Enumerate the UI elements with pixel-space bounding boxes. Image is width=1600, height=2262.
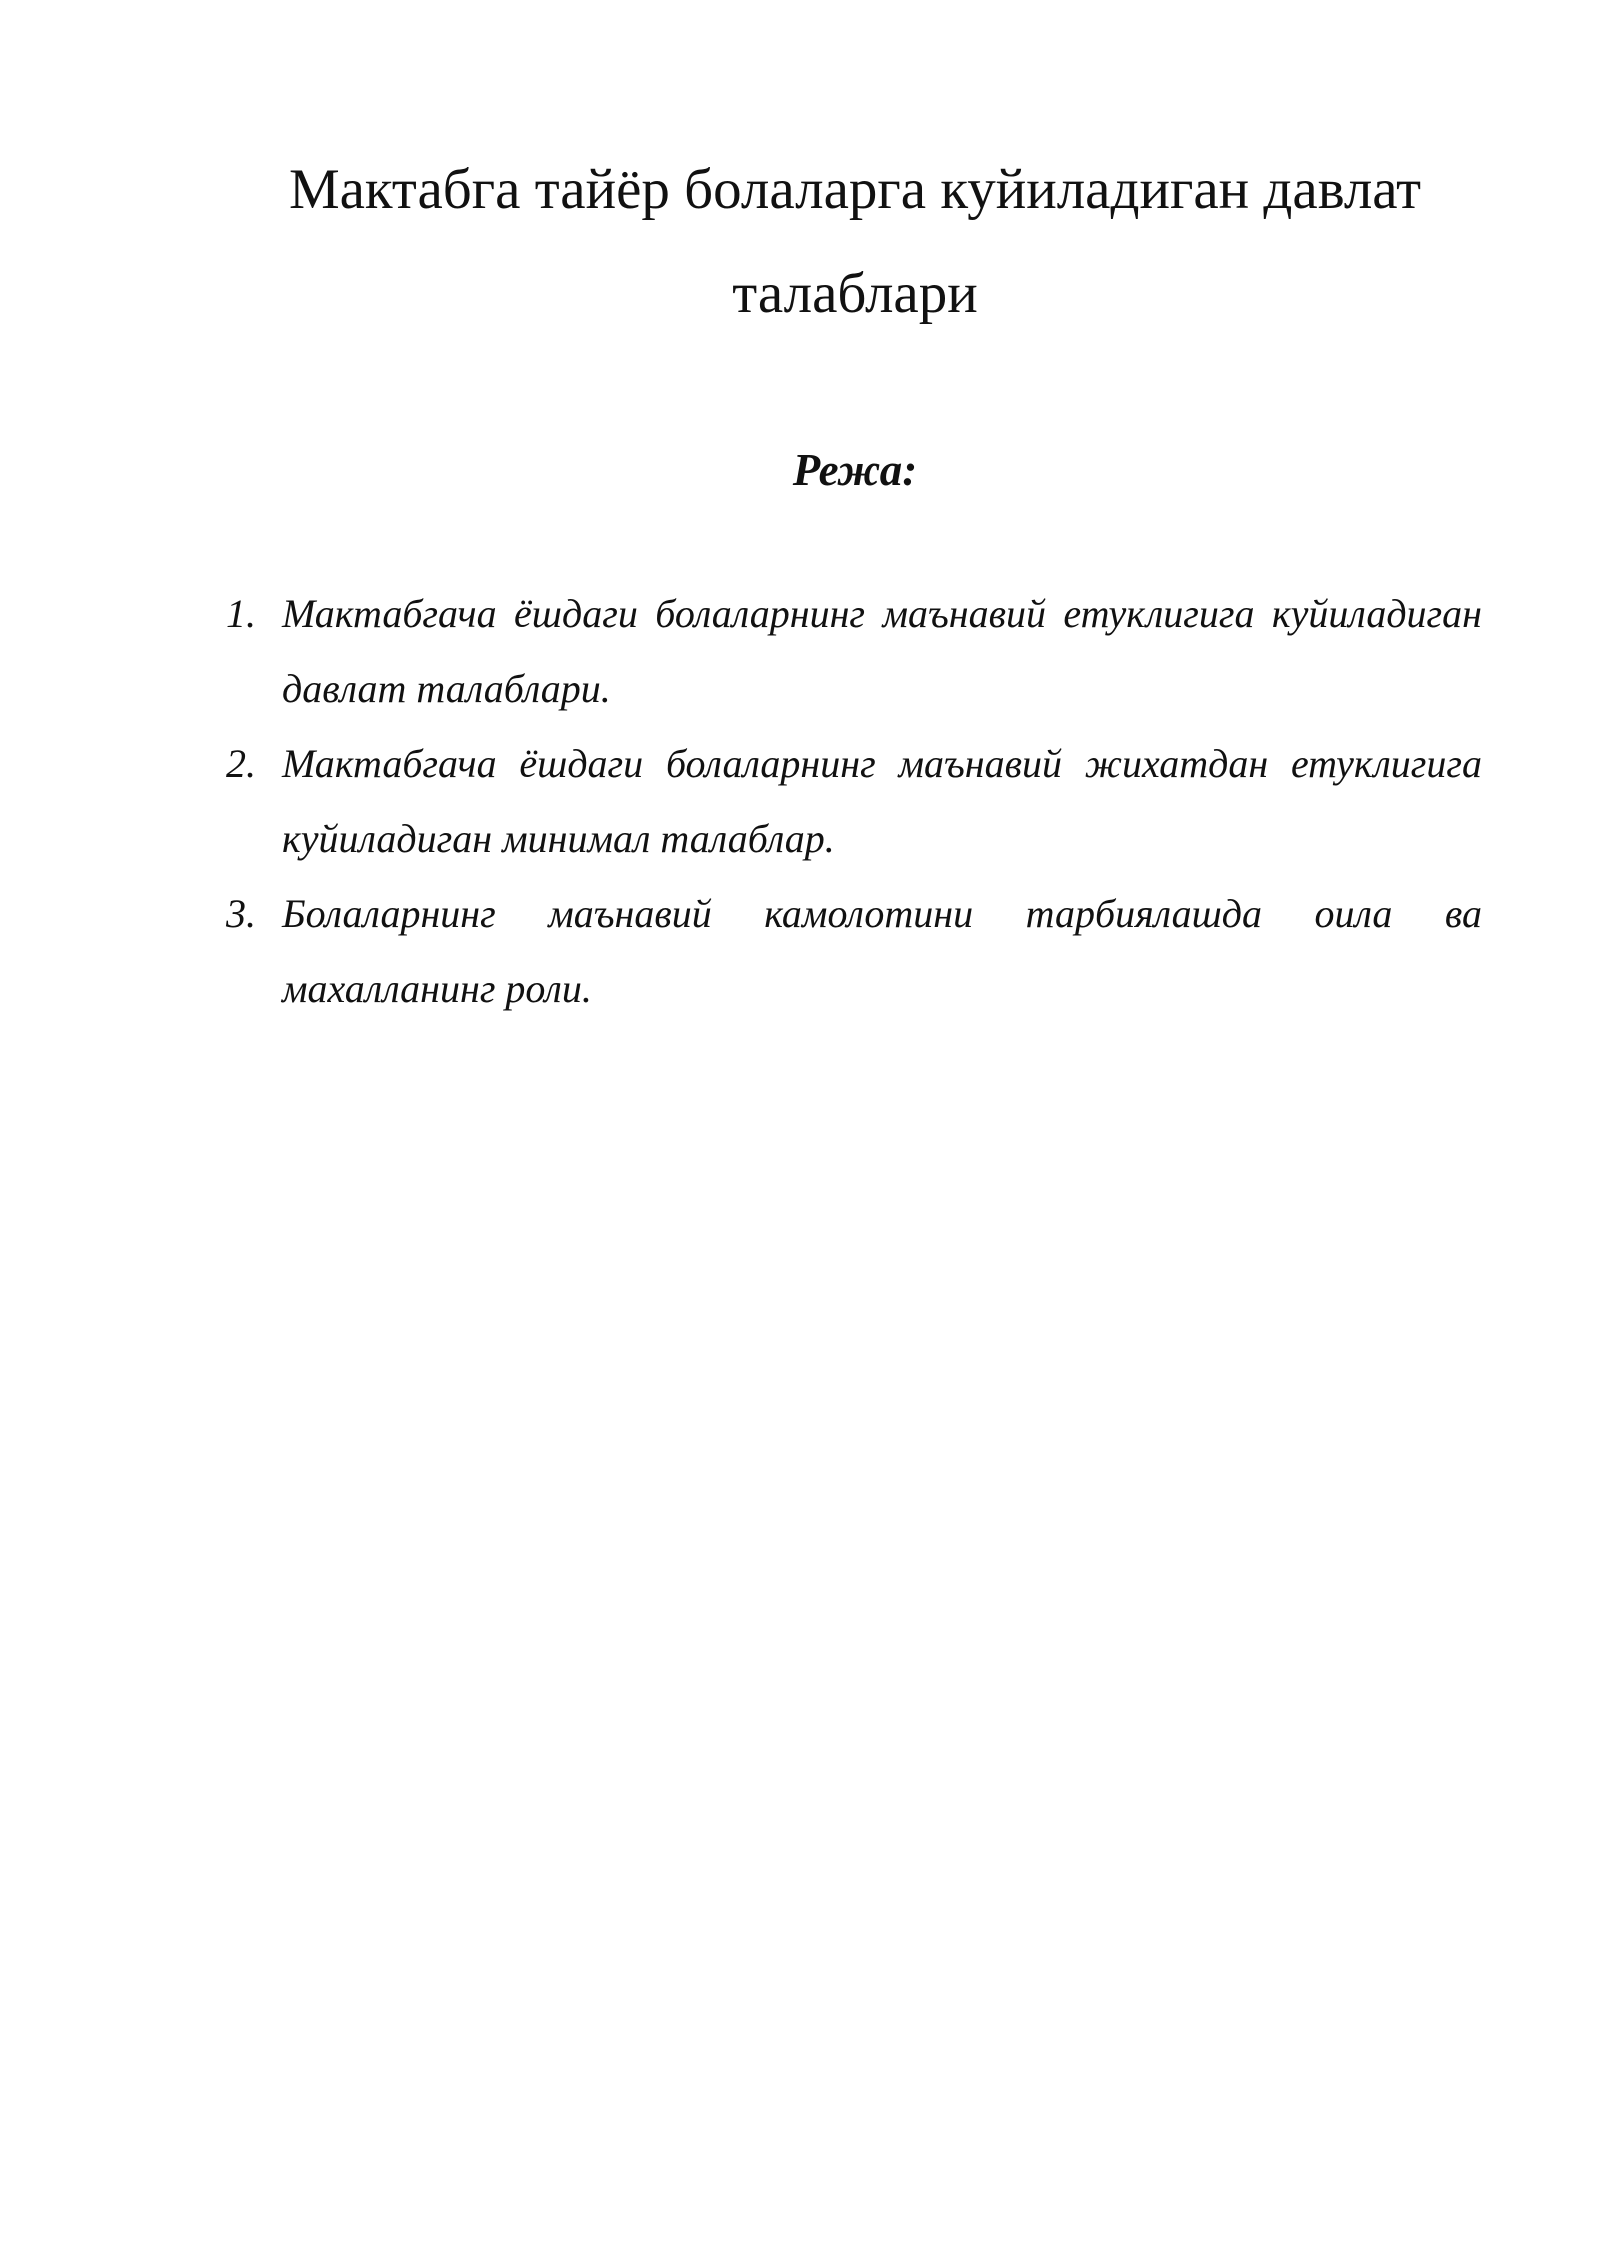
- plan-list: [226, 576, 1482, 1026]
- list-item-number: 1.: [226, 591, 256, 636]
- list-item-text: Мактабгача ёшдаги болаларнинг маънавий жихатдан етуклигига куйиладиган минимал талаблар.: [282, 741, 1482, 861]
- list-item: [226, 726, 1482, 876]
- list-item-text: Мактабгача ёшдаги болаларнинг маънавий етуклигига куйиладиган давлат талаблари.: [282, 591, 1482, 711]
- document-title: Мактабга тайёр болаларга куйиладиган давлат талаблари: [288, 158, 1422, 325]
- list-item-text: Болаларнинг маънавий камолотини тарбиялашда оила ва махалланинг роли.: [282, 891, 1482, 1011]
- list-item: [226, 576, 1482, 726]
- list-item-number: 2.: [226, 741, 256, 786]
- plan-heading: Режа:: [792, 445, 918, 495]
- list-item: [226, 876, 1482, 1026]
- list-item-number: 3.: [226, 891, 256, 936]
